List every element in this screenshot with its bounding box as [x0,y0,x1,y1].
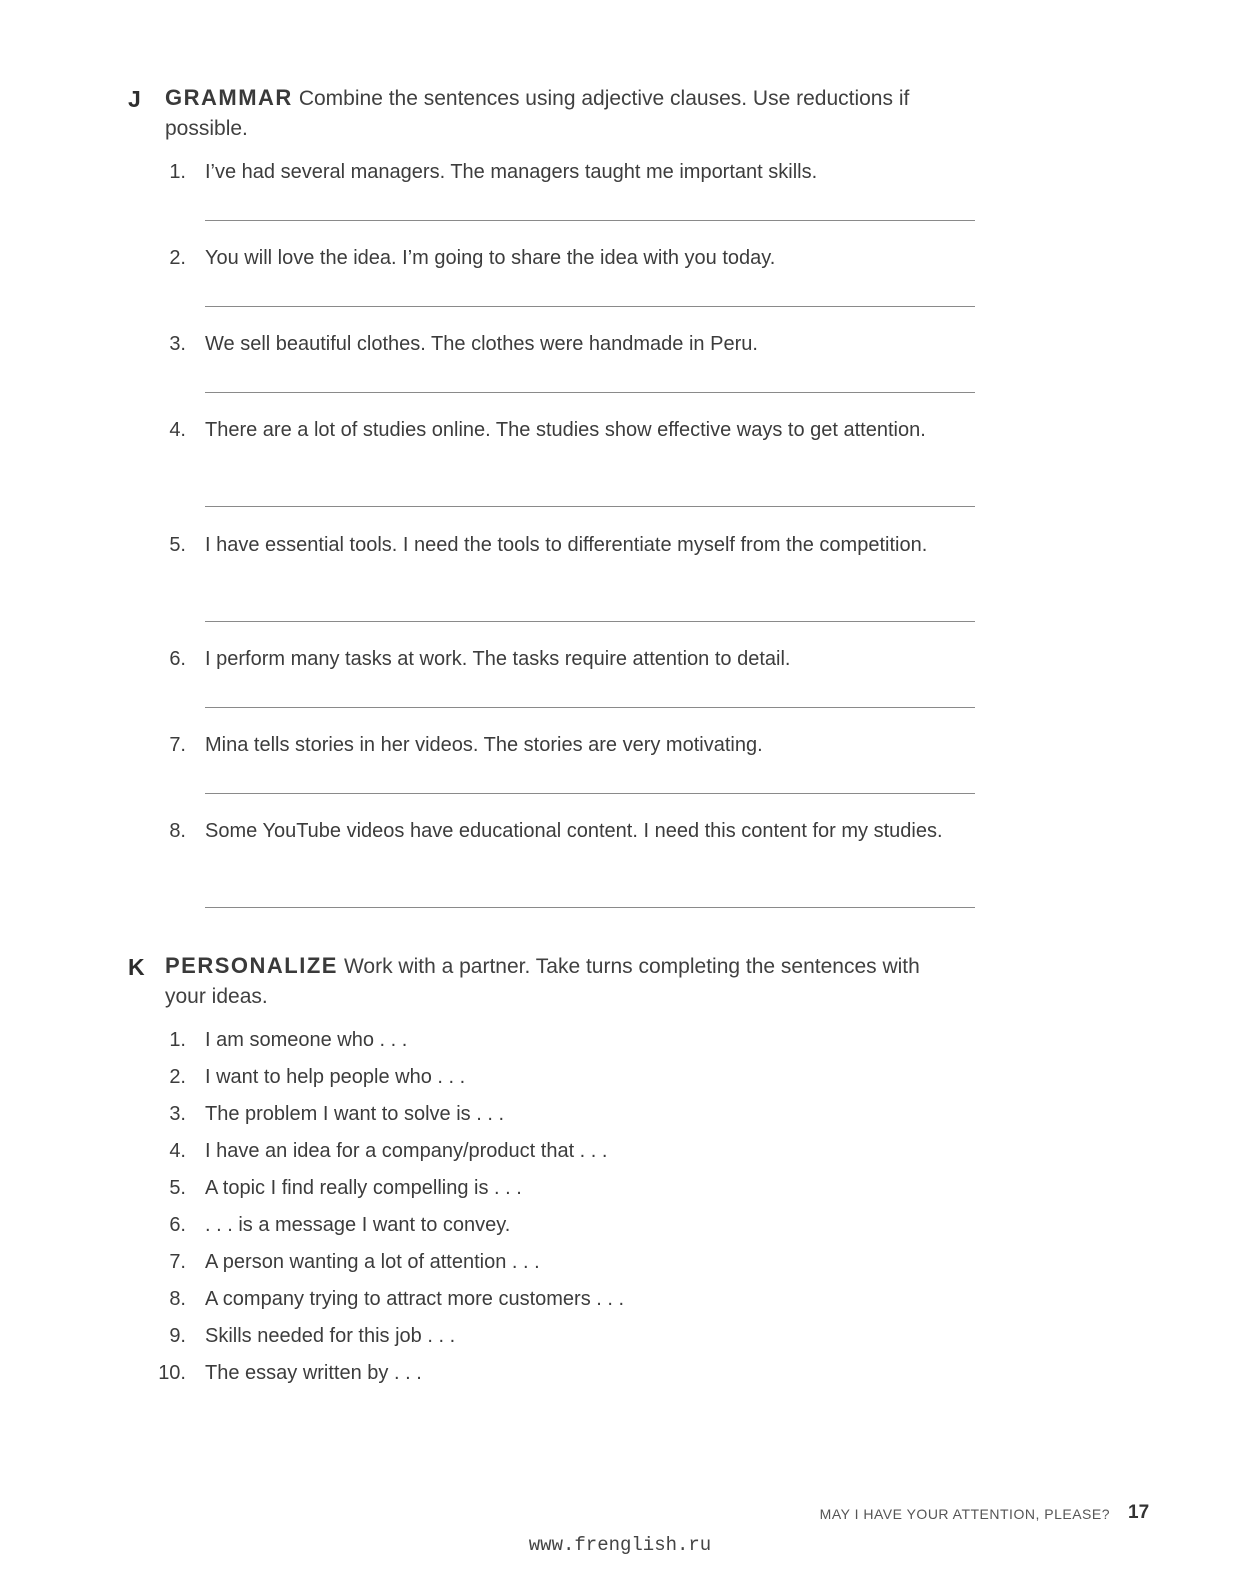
item-text: I have essential tools. I need the tools to differentiate myself from the competition. [205,534,928,556]
item-number: 8. [169,1288,186,1310]
section-instruction [165,951,925,1012]
item-number: 7. [169,734,186,756]
item-text: . . . is a message I want to convey. [205,1214,511,1236]
answer-line[interactable] [205,506,975,507]
source-url[interactable]: www.frenglish.ru [528,1534,712,1556]
answer-line[interactable] [205,793,975,794]
item-text: We sell beautiful clothes. The clothes were handmade in Peru. [205,333,758,355]
item-text: I’ve had several managers. The managers taught me important skills. [205,161,818,183]
answer-line[interactable] [205,306,975,307]
item-number: 5. [169,534,186,556]
item-text: I perform many tasks at work. The tasks require attention to detail. [205,648,791,670]
item-number: 3. [169,333,186,355]
section-keyword: GRAMMAR [165,85,293,110]
item-text: A company trying to attract more customers . . . [205,1288,625,1310]
section-keyword: PERSONALIZE [165,953,338,978]
item-text: A topic I find really compelling is . . . [205,1177,522,1199]
item-text: I have an idea for a company/product that . . . [205,1140,608,1162]
item-text: A person wanting a lot of attention . . . [205,1251,540,1273]
item-text: There are a lot of studies online. The studies show effective ways to get attention. [205,419,926,441]
item-number: 7. [169,1251,186,1273]
instruction-text: Work with a partner. Take turns completing the sentences with your ideas. [165,955,920,1008]
item-number: 8. [169,820,186,842]
item-text: Some YouTube videos have educational content. I need this content for my studies. [205,820,943,842]
item-number: 4. [169,419,186,441]
item-text: I want to help people who . . . [205,1066,466,1088]
item-number: 4. [169,1140,186,1162]
item-number: 3. [169,1103,186,1125]
unit-title: MAY I HAVE YOUR ATTENTION, PLEASE? [819,1506,1110,1522]
answer-line[interactable] [205,220,975,221]
item-text: Skills needed for this job . . . [205,1325,456,1347]
item-number: 6. [169,1214,186,1236]
item-text: The problem I want to solve is . . . [205,1103,505,1125]
item-text: I am someone who . . . [205,1029,408,1051]
item-number: 9. [169,1325,186,1347]
page-number: 17 [1128,1502,1150,1523]
item-number: 2. [169,247,186,269]
item-number: 1. [169,1029,186,1051]
answer-line[interactable] [205,707,975,708]
instruction-text: Combine the sentences using adjective clauses. Use reductions if possible. [165,87,910,140]
section-instruction [165,83,925,144]
item-number: 6. [169,648,186,670]
section-letter: K [128,954,145,980]
item-number: 10. [158,1362,186,1384]
item-text: The essay written by . . . [205,1362,422,1384]
answer-line[interactable] [205,621,975,622]
answer-line[interactable] [205,392,975,393]
item-text: You will love the idea. I’m going to share the idea with you today. [205,247,776,269]
item-number: 2. [169,1066,186,1088]
section-letter: J [128,86,141,112]
item-number: 5. [169,1177,186,1199]
item-number: 1. [169,161,186,183]
item-text: Mina tells stories in her videos. The stories are very motivating. [205,734,763,756]
answer-line[interactable] [205,907,975,908]
